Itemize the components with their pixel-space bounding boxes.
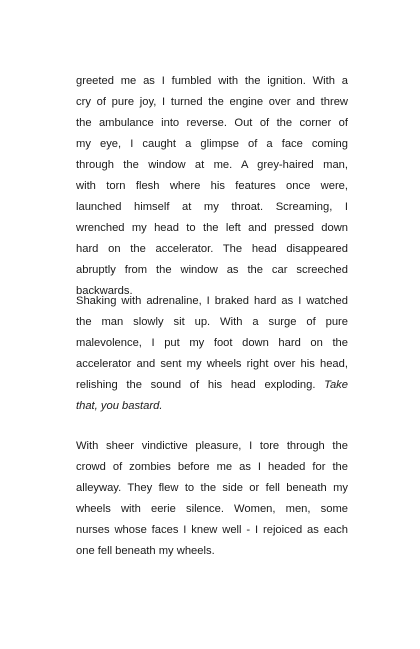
- text-line: alleyway. They flew to the side or fell beneath my: [76, 482, 348, 494]
- text-line: one fell beneath my wheels.: [76, 545, 215, 557]
- paragraph-3: [76, 436, 348, 562]
- text-line: wheels with eerie silence. Women, men, some: [76, 503, 348, 515]
- italic-text-line: that, you bastard.: [76, 400, 163, 412]
- text-line: abruptly from the window as the car screeched: [76, 264, 348, 276]
- text-line: my eye, I caught a glimpse of a face coming: [76, 138, 348, 150]
- text-line: with torn flesh where his features once were,: [76, 180, 348, 192]
- text-line: backwards.: [76, 285, 133, 297]
- text-line: wrenched my head to the left and pressed down: [76, 222, 348, 234]
- text-segment: relishing the sound of his head exploding.: [76, 379, 325, 391]
- text-line: malevolence, I put my foot down hard on the: [76, 337, 348, 349]
- text-line: the man slowly sit up. With a surge of pure: [76, 316, 348, 328]
- text-line-with-italic: [76, 375, 348, 396]
- italic-text: Take: [324, 379, 348, 391]
- text-line: cry of pure joy, I turned the engine over and threw: [76, 96, 348, 108]
- text-line: nurses whose faces I knew well - I rejoiced as each: [76, 524, 348, 536]
- text-line: launched himself at my throat. Screaming, I: [76, 201, 348, 213]
- paragraph-2: [76, 291, 348, 417]
- text-line: crowd of zombies before me as I headed for the: [76, 461, 348, 473]
- paragraph-1: [76, 71, 348, 302]
- text-line: Shaking with adrenaline, I braked hard as I watched: [76, 295, 348, 307]
- text-line: hard on the accelerator. The head disappeared: [76, 243, 348, 255]
- text-line: through the window at me. A grey-haired man,: [76, 159, 348, 171]
- text-line: accelerator and sent my wheels right over his head,: [76, 358, 348, 370]
- text-line: With sheer vindictive pleasure, I tore through the: [76, 440, 348, 452]
- text-line: the ambulance into reverse. Out of the corner of: [76, 117, 348, 129]
- text-line: greeted me as I fumbled with the ignition. With a: [76, 75, 348, 87]
